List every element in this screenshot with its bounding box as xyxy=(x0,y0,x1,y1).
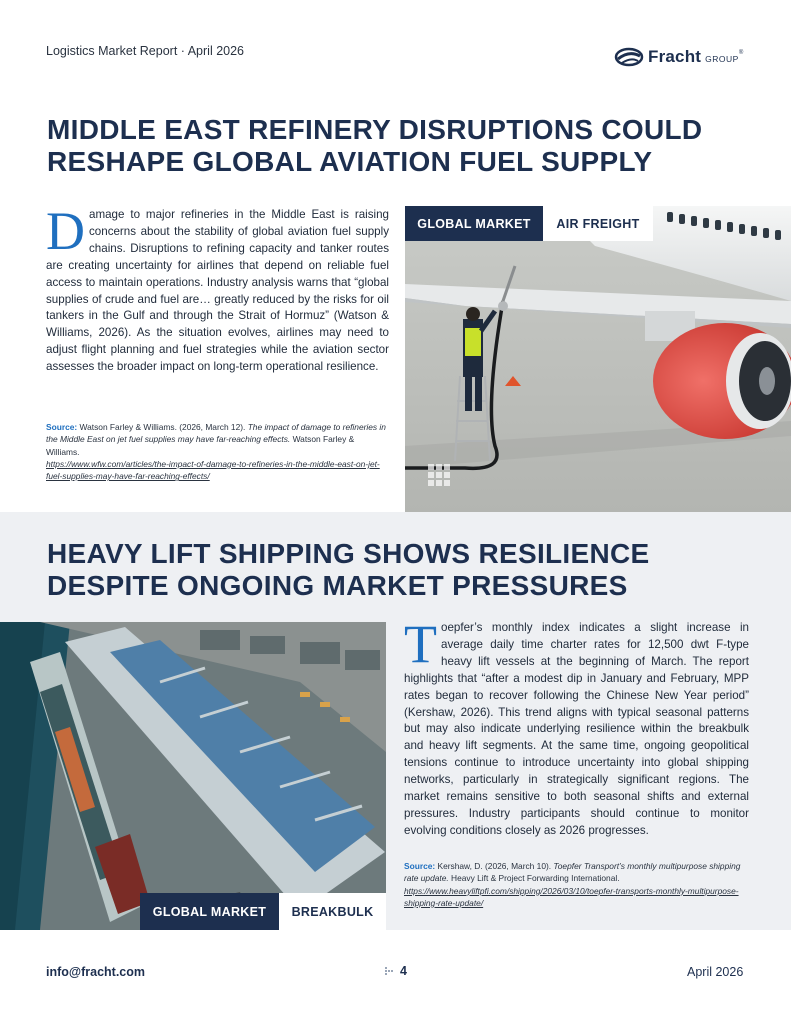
aircraft-refueling-illustration xyxy=(405,206,791,512)
article2-source-title: Toepfer Transport’s monthly multipurpose shipping rate update. xyxy=(404,861,741,884)
tag-breakbulk: BREAKBULK xyxy=(279,893,386,930)
page-dots-icon xyxy=(384,966,394,976)
fracht-logo xyxy=(614,44,748,70)
logo-wordmark: Fracht xyxy=(648,47,702,66)
footer-email-link[interactable]: info@fracht.com xyxy=(46,965,145,979)
article1-source xyxy=(46,421,389,482)
article2-source-publisher: Heavy Lift & Project Forwarding International. xyxy=(451,873,620,884)
footer-page-number xyxy=(384,964,407,978)
aircraft-refueling-photo xyxy=(405,206,791,512)
article2-drop-cap: T xyxy=(404,614,437,674)
tag-air-freight: AIR FREIGHT xyxy=(543,206,653,241)
port-aerial-illustration xyxy=(0,622,386,930)
article2-body xyxy=(404,614,749,840)
article2-source-text: Kershaw, D. (2026, March 10). xyxy=(437,861,552,871)
article2-source-label: Source: xyxy=(404,861,436,871)
article1-source-link[interactable]: https://www.wfw.com/articles/the-impact-of-damage-to-refineries-in-the-middle-east-on-jet-fuel-supplies-may-have-far-reaching-effects/ xyxy=(46,458,380,482)
page-number: 4 xyxy=(400,964,407,978)
article1-source-label: Source: xyxy=(46,422,78,432)
article2-source xyxy=(404,860,749,909)
article1-title: MIDDLE EAST REFINERY DISRUPTIONS COULD RESHAPE GLOBAL AVIATION FUEL SUPPLY xyxy=(47,114,703,177)
article2-title: HEAVY LIFT SHIPPING SHOWS RESILIENCE DESPITE ONGOING MARKET PRESSURES xyxy=(47,538,650,601)
fracht-globe-icon xyxy=(614,46,644,68)
article1-source-title: The impact of damage to refineries in the Middle East on jet fuel supplies may have far-reaching effects. xyxy=(46,422,386,445)
article2-source-link[interactable]: https://www.heavyliftpfi.com/shipping/2026/03/10/toepfer-transports-monthly-multipurpose-shipping-rate-update/ xyxy=(404,885,739,908)
article1-source-text: Watson Farley & Williams. (2026, March 12). xyxy=(79,422,246,432)
article1-text: amage to major refineries in the Middle East is raising concerns about the stability of global aviation fuel supply chains. Disruptions to refining capacity and tanker routes are creating uncertainty for airlines that depend on reliable fuel access to maintain operations. Industry analysis warns that “global supplies of crude and fuel are… greatly reduced by the risks for oil tankers in the Gulf and through the Strait of Hormuz” (Watson & Williams, 2026). As the situation evolves, airlines may need to adjust flight planning and fuel strategies while the aviation sector assesses the broader impact on long-term operational resilience. xyxy=(46,208,389,374)
article2-text: oepfer’s monthly index indicates a slight increase in average daily time charter rates for 12,500 dwt F-type heavy lift vessels at the beginning of March. The report highlights that “after a modest dip in January and February, MPP rates began to recover following the Chinese New Year period” (Kershaw, 2026). This trend aligns with typical seasonal patterns but may also indicate underlying resilience within the breakbulk and heavy lift segments. At the same time, ongoing geopolitical tensions continue to introduce uncertainty into global shipping networks, particularly in strategically significant regions. The market remains sensitive to both seasonal shifts and external pressures. Industry participants should continue to monitor evolving conditions closely as 2026 progresses. xyxy=(404,621,749,837)
article1-drop-cap: D xyxy=(46,201,85,261)
report-header: Logistics Market Report · April 2026 xyxy=(46,44,245,58)
article1-source-publisher: Watson Farley & Williams. xyxy=(46,434,355,457)
footer-date: April 2026 xyxy=(687,965,744,979)
logo-group-label: GROUP xyxy=(705,54,739,64)
logo-registered-mark: ® xyxy=(738,50,744,56)
port-warehouse-photo xyxy=(0,622,386,930)
tag-global-market: GLOBAL MARKET xyxy=(405,206,543,241)
article1-body xyxy=(46,201,389,376)
tag-global-market-2: GLOBAL MARKET xyxy=(140,893,279,930)
